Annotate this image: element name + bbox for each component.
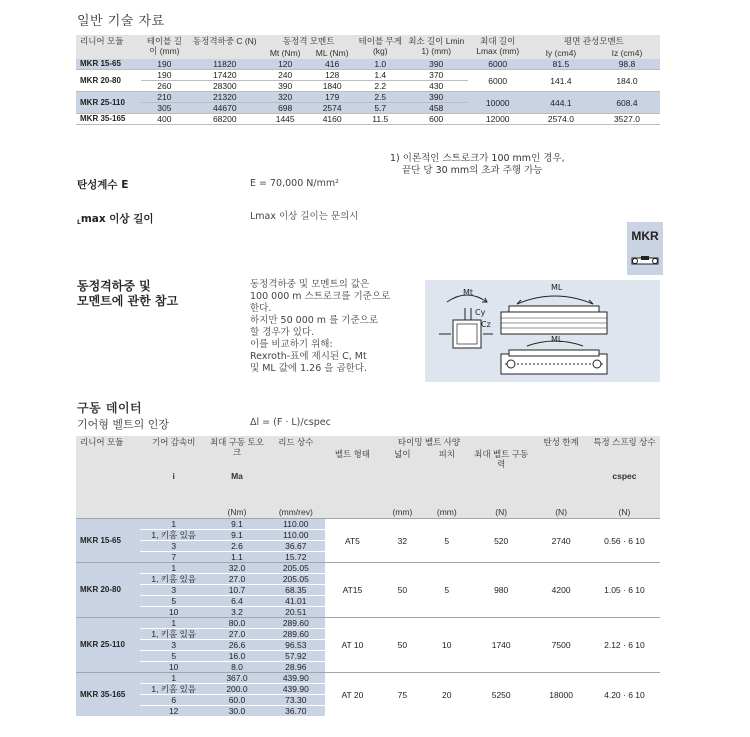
note-line: 할 경우가 있다.	[250, 327, 315, 338]
lmax-text: Lmax 이상 길이는 문의시	[250, 211, 359, 222]
cell-ratio: 3	[140, 585, 207, 596]
table-row	[76, 92, 660, 103]
th2-lead-unit: (mm/rev)	[267, 506, 325, 519]
cell-ratio: 3	[140, 541, 207, 552]
cell-torque: 9.1	[207, 530, 267, 541]
th2-pitch-unit: (mm)	[425, 506, 469, 519]
note-line: 동정격하중 및 모멘트의 값은	[250, 279, 370, 290]
section-title-drive: 구동 데이터	[77, 401, 143, 415]
th2-empty	[325, 470, 381, 506]
table-row	[76, 519, 660, 530]
th2-torque: 최대 구동 토오크	[207, 436, 267, 470]
th2-width-unit: (mm)	[380, 506, 424, 519]
cell: 390	[405, 92, 468, 103]
th-iz: Iz (cm4)	[594, 47, 660, 59]
lmax-label-text: max 이상 길이	[80, 213, 154, 225]
mkr-tab-badge	[627, 222, 663, 275]
linear-module-icon	[631, 254, 659, 268]
cell-ratio: 5	[140, 596, 207, 607]
th2-spring-sym: cspec	[589, 470, 660, 506]
table-row	[76, 563, 660, 574]
elasticity-label: 탄성계수 E	[77, 179, 129, 191]
note-line: 이를 비교하기 위해:	[250, 339, 333, 350]
label-ml-bottom: ML	[551, 335, 563, 344]
th-weight: 테이블 무게 (kg)	[356, 35, 405, 59]
cell-ratio: 1, 키홈 있음	[140, 574, 207, 585]
cell-torque: 16.0	[207, 651, 267, 662]
cell-model: MKR 35-165	[76, 673, 140, 717]
cell-lead: 110.00	[267, 519, 325, 530]
load-moment-diagram	[425, 280, 660, 382]
footnote	[390, 153, 565, 177]
cell: 3527.0	[594, 114, 660, 125]
label-cz: Cz	[481, 320, 491, 329]
cell-lead: 28.96	[267, 662, 325, 673]
cell: 10000	[468, 92, 528, 114]
lmax-label-prefix: L	[77, 219, 81, 226]
cell-belt-type: AT5	[325, 519, 381, 563]
th2-torque-unit: (Nm)	[207, 506, 267, 519]
cell-belt-type: AT15	[325, 563, 381, 618]
label-mt: Mt	[463, 288, 474, 297]
cell-ratio: 1	[140, 673, 207, 684]
table-row	[76, 59, 660, 70]
cell: 608.4	[594, 92, 660, 114]
cell: 1840	[309, 81, 356, 92]
th-lmin: 최소 길이 Lmin 1) (mm)	[405, 35, 468, 59]
cell-torque: 27.0	[207, 629, 267, 640]
cell: 444.1	[528, 92, 594, 114]
cell: 1.4	[356, 70, 405, 81]
th2-belt-type: 벨트 형태	[325, 448, 381, 470]
cell: 698	[262, 103, 309, 114]
cell: 11.5	[356, 114, 405, 125]
cell: 600	[405, 114, 468, 125]
th2-limit: 탄성 한계	[533, 436, 589, 470]
cell: 98.8	[594, 59, 660, 70]
mkr-tab-label: MKR	[631, 229, 659, 243]
cell-ratio: 6	[140, 695, 207, 706]
cell: 21320	[188, 92, 262, 103]
cell-lead: 15.72	[267, 552, 325, 563]
cell: 458	[405, 103, 468, 114]
th2-ratio: 기어 감속비	[140, 436, 207, 470]
cell: 179	[309, 92, 356, 103]
cell-ratio: 1	[140, 519, 207, 530]
cell-torque: 2.6	[207, 541, 267, 552]
cell-torque: 8.0	[207, 662, 267, 673]
cell: 320	[262, 92, 309, 103]
cell: 260	[141, 81, 188, 92]
cell-ratio: 1, 키홈 있음	[140, 629, 207, 640]
cell-torque: 60.0	[207, 695, 267, 706]
cell-lead: 68.35	[267, 585, 325, 596]
belt-formula: Δl = (F · L)/cspec	[250, 417, 331, 428]
cell-ratio: 12	[140, 706, 207, 717]
note-text	[250, 279, 420, 375]
cell-lead: 96.53	[267, 640, 325, 651]
th2-empty	[380, 470, 424, 506]
cell-ratio: 10	[140, 662, 207, 673]
cell-torque: 26.6	[207, 640, 267, 651]
cell-ratio: 7	[140, 552, 207, 563]
cell-maxforce: 980	[469, 563, 533, 618]
elasticity-value: E = 70,000 N/mm²	[250, 178, 339, 189]
label-ml-top: ML	[551, 283, 563, 292]
cell: 210	[141, 92, 188, 103]
th2-spring: 특정 스프링 상수	[589, 436, 660, 470]
cell-limit: 18000	[533, 673, 589, 717]
footnote-line: 끝단 당 30 mm의 초과 주행 가능	[402, 165, 543, 176]
drive-table-body	[76, 519, 660, 717]
cell-lead: 73.30	[267, 695, 325, 706]
cell-width: 32	[380, 519, 424, 563]
th2-empty	[533, 470, 589, 506]
th2-limit-unit: (N)	[533, 506, 589, 519]
drive-data-table	[76, 436, 660, 716]
cell-model: MKR 15-65	[76, 519, 140, 563]
cell-torque: 10.7	[207, 585, 267, 596]
cell: 400	[141, 114, 188, 125]
th2-empty	[140, 506, 207, 519]
th-dyn-load: 동정격하중 C (N)	[188, 35, 262, 59]
cell-pitch: 5	[425, 563, 469, 618]
cell: 6000	[468, 70, 528, 92]
th-dyn-moment: 동정격 모멘트	[262, 35, 356, 47]
label-cy: Cy	[475, 308, 486, 317]
cell-model: MKR 20-80	[76, 563, 140, 618]
th-lmax: 최대 길이 Lmax (mm)	[468, 35, 528, 59]
th-ml: ML (Nm)	[309, 47, 356, 59]
lmax-label	[77, 211, 154, 226]
cell: 6000	[468, 59, 528, 70]
note-line: 100 000 m 스트로크를 기준으로	[250, 291, 391, 302]
cell: 390	[405, 59, 468, 70]
th2-ratio-sym: i	[140, 470, 207, 506]
cell-width: 50	[380, 563, 424, 618]
th-iy: Iy (cm4)	[528, 47, 594, 59]
cell-torque: 9.1	[207, 519, 267, 530]
cell-limit: 4200	[533, 563, 589, 618]
cell: 17420	[188, 70, 262, 81]
cell-ratio: 5	[140, 651, 207, 662]
cell-lead: 289.60	[267, 629, 325, 640]
cell-pitch: 10	[425, 618, 469, 673]
th2-empty	[267, 470, 325, 506]
cell-maxforce: 520	[469, 519, 533, 563]
cell: 12000	[468, 114, 528, 125]
note-line: Rexroth-표에 제시된 C, Mt	[250, 351, 367, 362]
cell-model: MKR 15-65	[76, 59, 141, 70]
cell: 2574.0	[528, 114, 594, 125]
cell-model: MKR 20-80	[76, 70, 141, 92]
cell-ratio: 1	[140, 563, 207, 574]
th2-torque-sym: Ma	[207, 470, 267, 506]
cell-ratio: 3	[140, 640, 207, 651]
cell: 190	[141, 70, 188, 81]
cell-torque: 200.0	[207, 684, 267, 695]
diagram-svg	[425, 280, 660, 382]
note-title-line: 동정격하중 및	[77, 279, 151, 293]
cell: 2.5	[356, 92, 405, 103]
cell-belt-type: AT 10	[325, 618, 381, 673]
footnote-line: 1) 이론적인 스트로크가 100 mm인 경우,	[390, 153, 565, 164]
cell: 190	[141, 59, 188, 70]
cell: 1445	[262, 114, 309, 125]
table-row	[76, 114, 660, 125]
cell-spring: 4.20 · 6 10	[589, 673, 660, 717]
th2-pitch: 피치	[425, 448, 469, 470]
cell: 11820	[188, 59, 262, 70]
note-line: 한다.	[250, 303, 272, 314]
cell: 141.4	[528, 70, 594, 92]
table-row	[76, 618, 660, 629]
cell-lead: 289.60	[267, 618, 325, 629]
cell-ratio: 10	[140, 607, 207, 618]
cell-spring: 2.12 · 6 10	[589, 618, 660, 673]
cell: 390	[262, 81, 309, 92]
cell: 430	[405, 81, 468, 92]
cell-ratio: 1, 키홈 있음	[140, 684, 207, 695]
cell: 5.7	[356, 103, 405, 114]
cell-ratio: 1	[140, 618, 207, 629]
cell: 128	[309, 70, 356, 81]
cell-torque: 1.1	[207, 552, 267, 563]
cell-spring: 0.56 · 6 10	[589, 519, 660, 563]
cell-torque: 27.0	[207, 574, 267, 585]
th2-width: 넓이	[380, 448, 424, 470]
table-row	[76, 70, 660, 81]
cell-lead: 36.67	[267, 541, 325, 552]
cell-width: 50	[380, 618, 424, 673]
cell-lead: 36.70	[267, 706, 325, 717]
section-subtitle-belt: 기어형 벨트의 인장	[77, 418, 170, 431]
cell-ratio: 1, 키홈 있음	[140, 530, 207, 541]
cell: 120	[262, 59, 309, 70]
cell: 370	[405, 70, 468, 81]
th-length: 테이블 길이 (mm)	[141, 35, 188, 59]
cell-pitch: 5	[425, 519, 469, 563]
cell-spring: 1.05 · 6 10	[589, 563, 660, 618]
note-title-line: 모멘트에 관한 참고	[77, 294, 179, 308]
cell-torque: 3.2	[207, 607, 267, 618]
cell-model: MKR 25-110	[76, 92, 141, 114]
cell-lead: 439.90	[267, 673, 325, 684]
cell: 2574	[309, 103, 356, 114]
cell-maxforce: 5250	[469, 673, 533, 717]
th2-empty	[76, 506, 140, 519]
th2-empty	[325, 506, 381, 519]
table-row	[76, 673, 660, 684]
cell: 305	[141, 103, 188, 114]
th2-module: 리니어 모듈	[76, 436, 140, 470]
th-inertia: 평면 관성모멘트	[528, 35, 660, 47]
section-title-general: 일반 기술 자료	[77, 14, 165, 29]
cell-width: 75	[380, 673, 424, 717]
th-mt: Mt (Nm)	[262, 47, 309, 59]
cell-torque: 6.4	[207, 596, 267, 607]
th-module: 리니어 모듈	[76, 35, 141, 59]
cell-lead: 41.01	[267, 596, 325, 607]
th2-belt-group: 타이밍 벨트 사양	[325, 436, 534, 448]
note-line: 및 ML 값에 1.26 을 곱한다.	[250, 363, 367, 374]
cell-model: MKR 35-165	[76, 114, 141, 125]
cell-limit: 7500	[533, 618, 589, 673]
cell-lead: 205.05	[267, 563, 325, 574]
cell-lead: 57.92	[267, 651, 325, 662]
cell-lead: 439.90	[267, 684, 325, 695]
cell: 416	[309, 59, 356, 70]
note-line: 하지만 50 000 m 를 기준으로	[250, 315, 378, 326]
cell-maxforce: 1740	[469, 618, 533, 673]
th2-maxforce-unit: (N)	[469, 506, 533, 519]
cell-belt-type: AT 20	[325, 673, 381, 717]
cell: 184.0	[594, 70, 660, 92]
th2-spring-unit: (N)	[589, 506, 660, 519]
th2-empty	[425, 470, 469, 506]
cell: 44670	[188, 103, 262, 114]
th2-maxforce: 최대 벨트 구동력	[469, 448, 533, 470]
note-title	[77, 279, 178, 309]
cell: 2.2	[356, 81, 405, 92]
th2-empty	[469, 470, 533, 506]
cell-torque: 30.0	[207, 706, 267, 717]
cell-torque: 80.0	[207, 618, 267, 629]
th2-lead: 리드 상수	[267, 436, 325, 470]
cell: 4160	[309, 114, 356, 125]
cell: 28300	[188, 81, 262, 92]
cell-model: MKR 25-110	[76, 618, 140, 673]
cell: 240	[262, 70, 309, 81]
cell-torque: 32.0	[207, 563, 267, 574]
cell: 81.5	[528, 59, 594, 70]
cell: 1.0	[356, 59, 405, 70]
cell-torque: 367.0	[207, 673, 267, 684]
cell-lead: 20.51	[267, 607, 325, 618]
cell-limit: 2740	[533, 519, 589, 563]
th2-empty	[76, 470, 140, 506]
cell-lead: 110.00	[267, 530, 325, 541]
cell-lead: 205.05	[267, 574, 325, 585]
cell: 68200	[188, 114, 262, 125]
cell-pitch: 20	[425, 673, 469, 717]
general-tech-table	[76, 35, 660, 125]
